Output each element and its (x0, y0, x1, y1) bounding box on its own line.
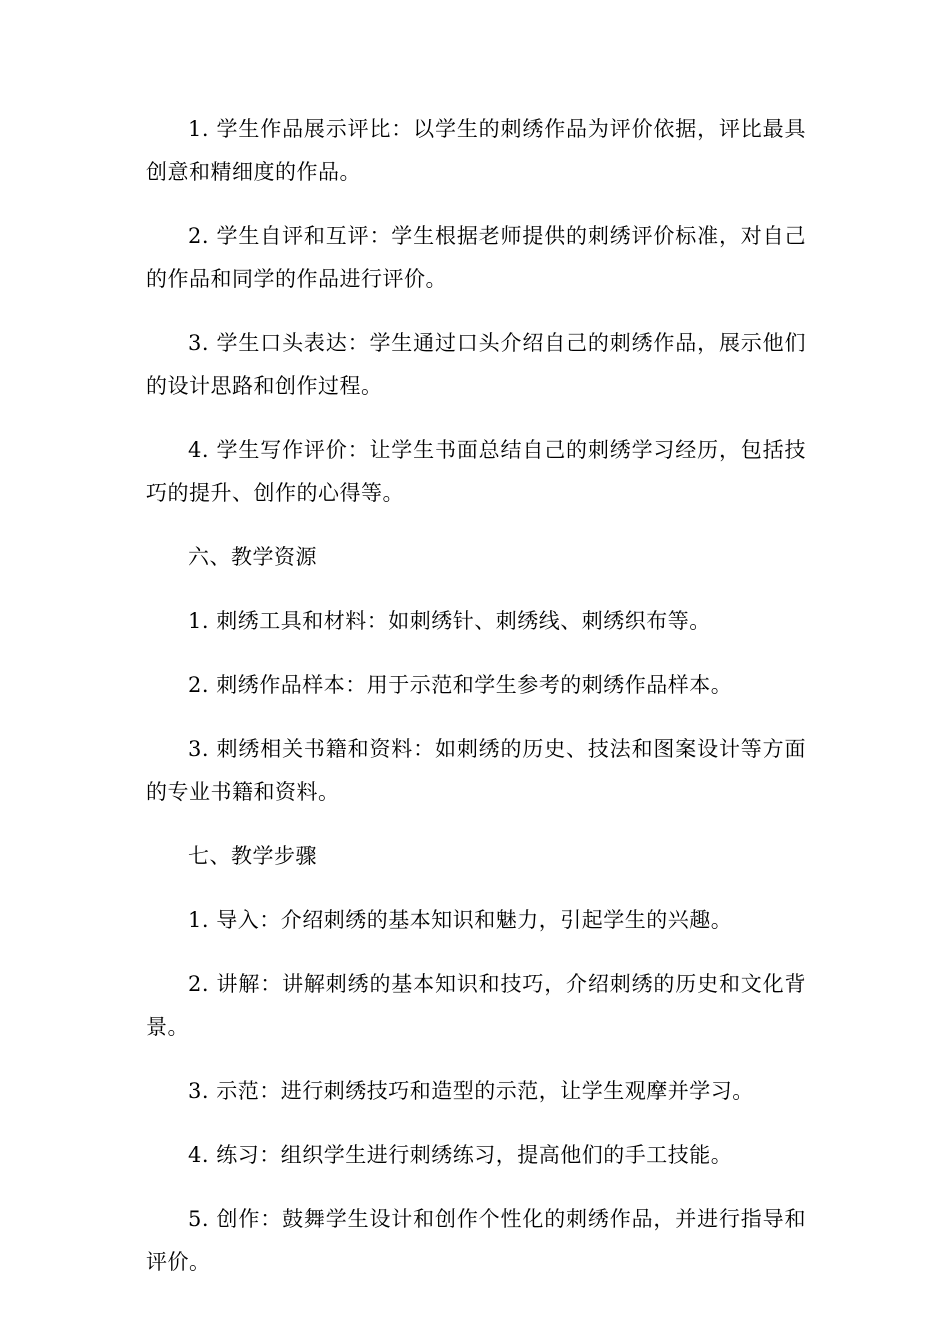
paragraph-step-2: 2. 讲解：讲解刺绣的基本知识和技巧，介绍刺绣的历史和文化背景。 (146, 972, 806, 1039)
paragraph-evaluation-1: 1. 学生作品展示评比：以学生的刺绣作品为评价依据，评比最具创意和精细度的作品。 (146, 117, 806, 184)
paragraph-evaluation-2: 2. 学生自评和互评：学生根据老师提供的刺绣评价标准，对自己的作品和同学的作品进行评价。 (146, 224, 806, 291)
paragraph-resource-2: 2. 刺绣作品样本：用于示范和学生参考的刺绣作品样本。 (188, 673, 733, 697)
document-body (146, 108, 806, 1305)
paragraph-resource-3: 3. 刺绣相关书籍和资料：如刺绣的历史、技法和图案设计等方面的专业书籍和资料。 (146, 737, 806, 804)
paragraph-evaluation-4: 4. 学生写作评价：让学生书面总结自己的刺绣学习经历，包括技巧的提升、创作的心得等。 (146, 438, 806, 505)
paragraph-step-5: 5. 创作：鼓舞学生设计和创作个性化的刺绣作品，并进行指导和评价。 (146, 1207, 806, 1274)
section-heading-steps: 七、教学步骤 (188, 844, 317, 868)
paragraph-resource-1: 1. 刺绣工具和材料：如刺绣针、刺绣线、刺绣织布等。 (188, 609, 711, 633)
section-heading-resources: 六、教学资源 (188, 545, 317, 569)
paragraph-step-3: 3. 示范：进行刺绣技巧和造型的示范，让学生观摩并学习。 (188, 1079, 754, 1103)
paragraph-step-1: 1. 导入：介绍刺绣的基本知识和魅力，引起学生的兴趣。 (188, 908, 733, 932)
paragraph-evaluation-3: 3. 学生口头表达：学生通过口头介绍自己的刺绣作品，展示他们的设计思路和创作过程。 (146, 331, 806, 398)
paragraph-step-4: 4. 练习：组织学生进行刺绣练习，提高他们的手工技能。 (188, 1143, 733, 1167)
